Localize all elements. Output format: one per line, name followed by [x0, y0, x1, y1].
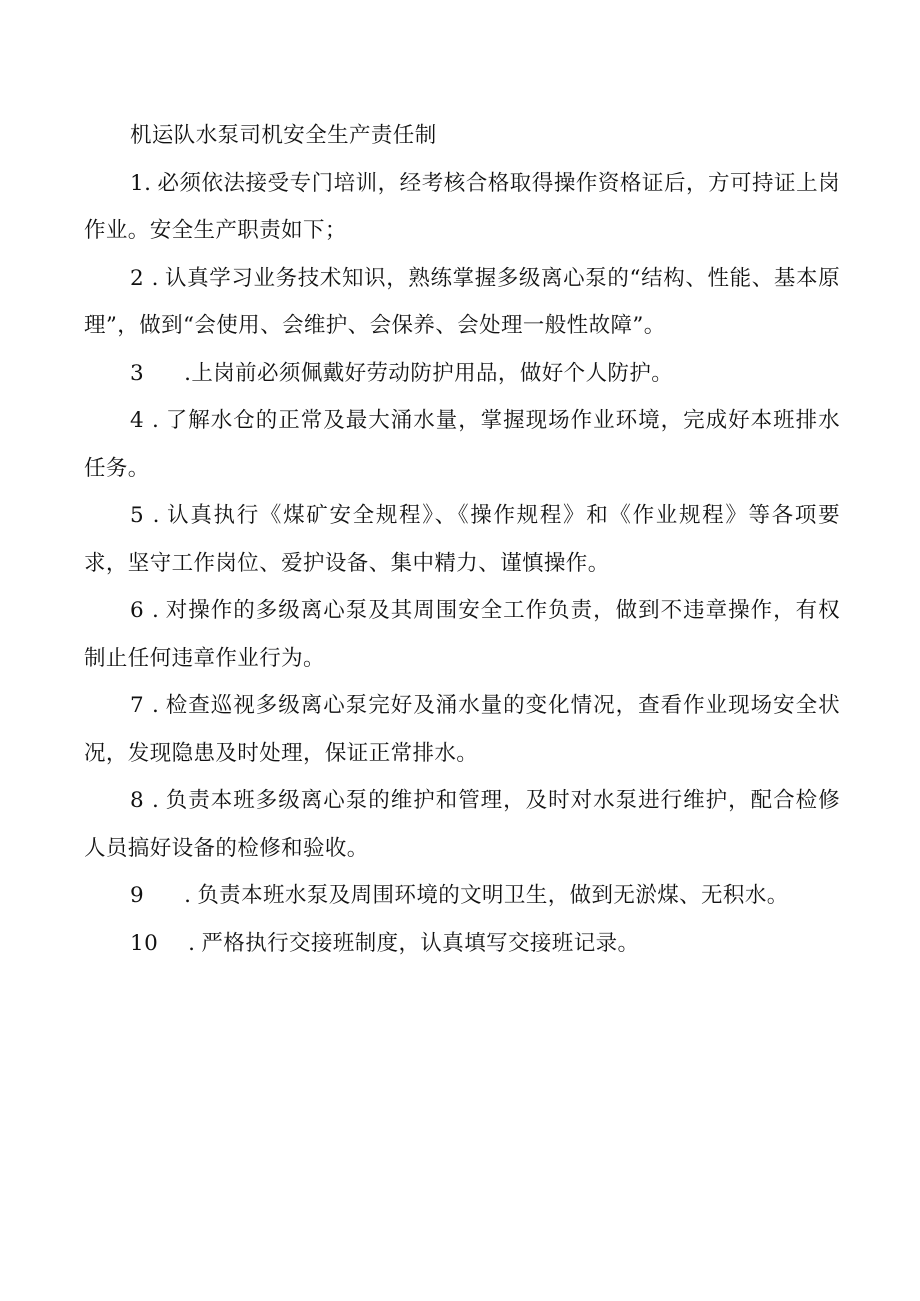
item-text: 上岗前必须佩戴好劳动防护用品，做好个人防护。: [191, 360, 674, 386]
item-text: 检查巡视多级离心泵完好及涌水量的变化情况，查看作业现场安全状况，发现隐患及时处理，保证正常排水。: [84, 693, 841, 766]
item-separator: .: [184, 883, 192, 908]
item-text: 必须依法接受专门培训，经考核合格取得操作资格证后，方可持证上岗作业。安全生产职责如下；: [84, 170, 840, 243]
document-body: [84, 112, 840, 967]
item-text: 认真学习业务技术知识，熟练掌握多级离心泵的“结构、性能、基本原理”，做到“会使用、会维护、会保养、会处理一般性故障”。: [84, 265, 841, 338]
list-item-4: [84, 397, 840, 492]
item-text: 对操作的多级离心泵及其周围安全工作负责，做到不违章操作，有权制止任何违章作业行为。: [84, 598, 841, 671]
item-number: 5: [130, 503, 145, 528]
item-separator: .: [184, 360, 192, 386]
item-separator: .: [151, 408, 160, 433]
list-item-3: [84, 350, 840, 398]
item-separator: .: [188, 930, 196, 956]
item-text: 负责本班多级离心泵的维护和管理，及时对水泵进行维护，配合检修人员搞好设备的检修和验收。: [84, 788, 841, 861]
item-number: 4: [130, 408, 145, 433]
item-separator: .: [151, 788, 160, 813]
list-item-10: [84, 920, 840, 968]
item-separator: .: [151, 265, 159, 291]
item-separator: .: [151, 598, 160, 623]
document-title: 机运队水泵司机安全生产责任制: [130, 123, 437, 148]
item-text: 了解水仓的正常及最大涌水量，掌握现场作业环境，完成好本班排水任务。: [84, 408, 841, 481]
item-number: 9: [130, 883, 145, 908]
item-text: 认真执行《煤矿安全规程》、《操作规程》和《作业规程》等各项要求，坚守工作岗位、爱护设备、集中精力、谨慎操作。: [84, 503, 840, 576]
list-item-9: [84, 872, 840, 920]
item-number: 2: [130, 265, 145, 291]
item-separator: .: [152, 503, 160, 528]
item-number: 7: [130, 693, 145, 718]
item-separator: .: [144, 170, 152, 196]
list-item-7: [84, 682, 840, 777]
item-separator: .: [151, 693, 160, 718]
list-item-8: [84, 777, 840, 872]
list-item-1: [84, 160, 840, 255]
item-text: 负责本班水泵及周围环境的文明卫生，做到无淤煤、无积水。: [197, 883, 789, 908]
item-number: 8: [130, 788, 145, 813]
item-number: 1: [130, 170, 145, 196]
item-number: 6: [130, 598, 145, 623]
item-number: 10: [130, 930, 159, 956]
list-item-5: [84, 492, 840, 587]
list-item-6: [84, 587, 840, 682]
list-item-2: [84, 255, 840, 350]
item-text: 严格执行交接班制度，认真填写交接班记录。: [201, 930, 640, 956]
item-number: 3: [130, 360, 145, 386]
